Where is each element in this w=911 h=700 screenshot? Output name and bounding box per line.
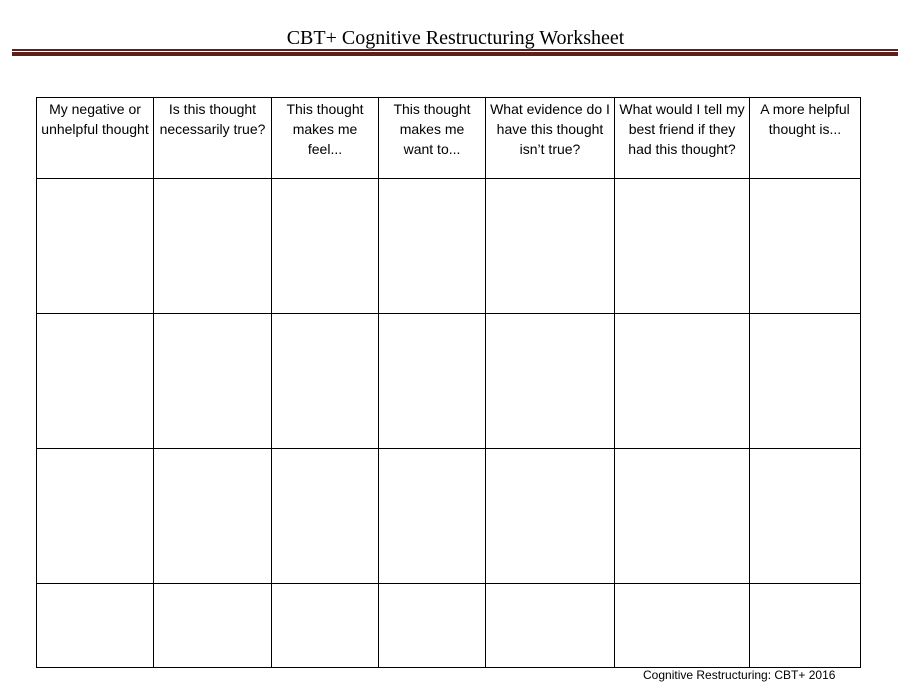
table-cell[interactable]	[750, 314, 861, 449]
column-header-best-friend: What would I tell my best friend if they had this thought?	[615, 98, 750, 179]
table-cell[interactable]	[615, 584, 750, 668]
table-cell[interactable]	[37, 584, 154, 668]
table-cell[interactable]	[379, 314, 486, 449]
table-row	[37, 584, 861, 668]
table-cell[interactable]	[37, 449, 154, 584]
title-rule-thin-divider	[12, 49, 898, 51]
worksheet-title: CBT+ Cognitive Restructuring Worksheet	[286, 27, 625, 49]
column-header-negative-thought: My negative or unhelpful thought	[37, 98, 154, 179]
table-cell[interactable]	[37, 179, 154, 314]
header-row	[37, 98, 861, 179]
table-cell[interactable]	[750, 584, 861, 668]
worksheet-table	[36, 97, 861, 668]
page-footer: Cognitive Restructuring: CBT+ 2016	[643, 668, 836, 682]
table-cell[interactable]	[379, 584, 486, 668]
table-cell[interactable]	[486, 584, 615, 668]
table-cell[interactable]	[272, 449, 379, 584]
table-cell[interactable]	[154, 449, 272, 584]
table-cell[interactable]	[486, 179, 615, 314]
column-header-makes-me-feel: This thought makes me feel...	[272, 98, 379, 179]
table-cell[interactable]	[379, 179, 486, 314]
table-cell[interactable]	[154, 584, 272, 668]
table-cell[interactable]	[272, 179, 379, 314]
table-cell[interactable]	[37, 314, 154, 449]
table-cell[interactable]	[272, 584, 379, 668]
title-rule-thick-divider	[12, 52, 898, 56]
column-header-makes-me-want-to: This thought makes me want to...	[379, 98, 486, 179]
table-cell[interactable]	[615, 179, 750, 314]
column-header-helpful-thought: A more helpful thought is...	[750, 98, 861, 179]
table-cell[interactable]	[154, 179, 272, 314]
table-row	[37, 179, 861, 314]
table-cell[interactable]	[379, 449, 486, 584]
table-cell[interactable]	[615, 449, 750, 584]
table-row	[37, 449, 861, 584]
table-cell[interactable]	[486, 314, 615, 449]
table-cell[interactable]	[750, 449, 861, 584]
column-header-necessarily-true: Is this thought necessarily true?	[154, 98, 272, 179]
table-cell[interactable]	[272, 314, 379, 449]
table-cell[interactable]	[486, 449, 615, 584]
table-cell[interactable]	[615, 314, 750, 449]
table-row	[37, 314, 861, 449]
table-cell[interactable]	[750, 179, 861, 314]
table-cell[interactable]	[154, 314, 272, 449]
column-header-evidence: What evidence do I have this thought isn’t true?	[486, 98, 615, 179]
